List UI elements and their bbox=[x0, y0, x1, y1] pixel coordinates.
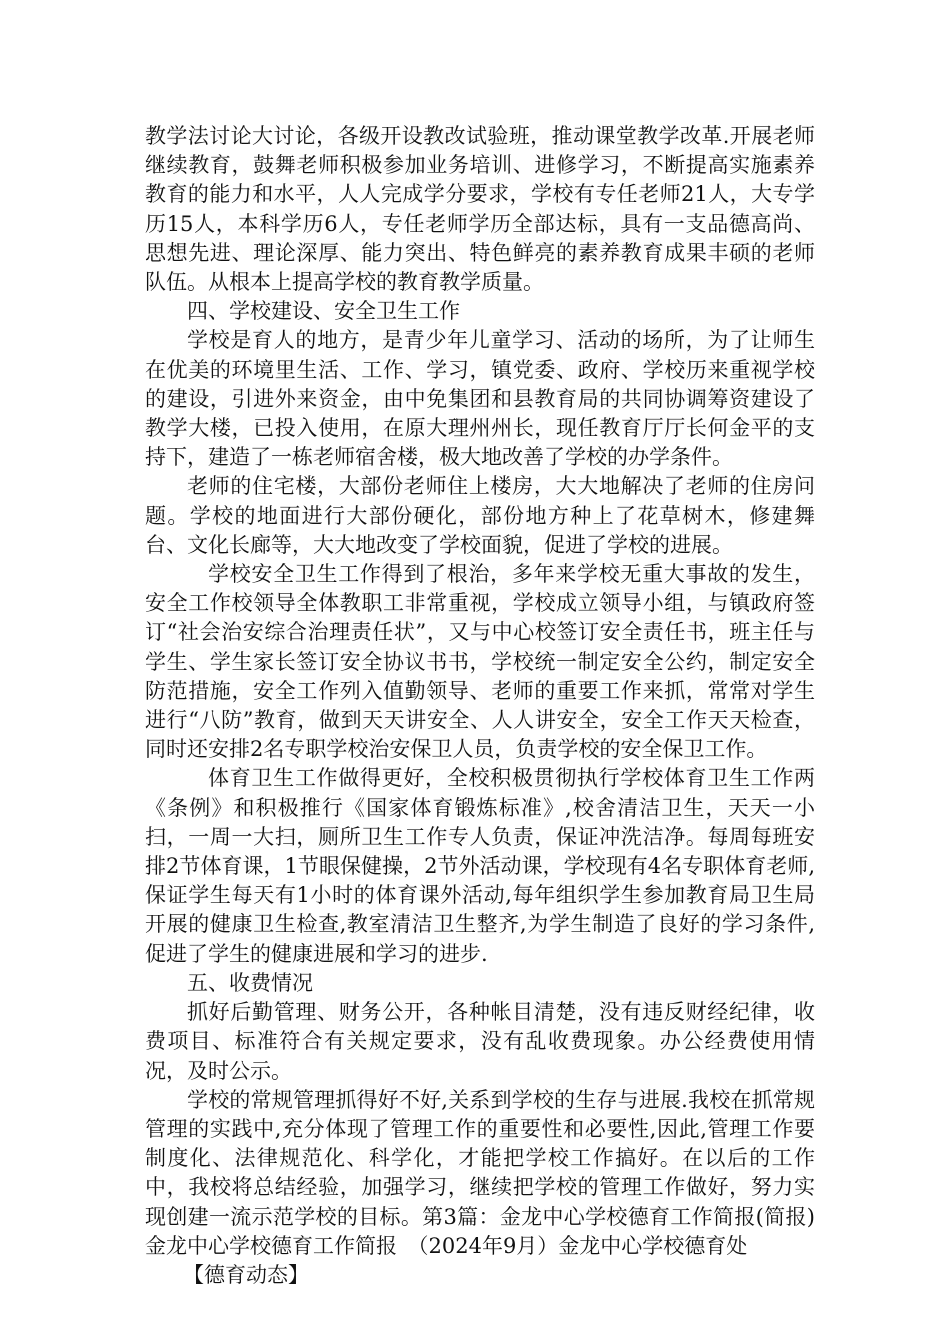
paragraph-routine-management: 学校的常规管理抓得好不好,关系到学校的生存与进展.我校在抓常规管理的实践中,充分体现了管理工作的重要性和必要性,因此,管理工作要制度化、法律规范化、科学化，才能把学校工作搞好。在以后的工作中，我校将总结经验，加强学习，继续把学校的管理工作做好，努力实现创建一流示范学校的目标。第3篇：金龙中心学校德育工作简报(简报)金龙中心学校德育工作简报 （2024年9月）金龙中心学校德育处 bbox=[145, 1087, 815, 1258]
paragraph-teacher-education: 教学法讨论大讨论，各级开设教改试验班，推动课堂教学改革.开展老师继续教育，鼓舞老师积极参加业务培训、进修学习，不断提高实施素养教育的能力和水平，人人完成学分要求，学校有专任老师21人，大专学历15人，本科学历6人，专任老师学历全部达标，具有一支品德高尚、思想先进、理论深厚、能力突出、特色鲜亮的素养教育成果丰硕的老师队伍。从根本上提高学校的教育教学质量。 bbox=[145, 124, 815, 295]
paragraph-teacher-housing: 老师的住宅楼，大部份老师住上楼房，大大地解决了老师的住房问题。学校的地面进行大部份硬化，部份地方种上了花草树木，修建舞台、文化长廊等，大大地改变了学校面貌，促进了学校的进展。 bbox=[145, 474, 815, 557]
section-heading-fees: 五、收费情况 bbox=[187, 970, 313, 995]
section-heading-construction-safety: 四、学校建设、安全卫生工作 bbox=[187, 299, 460, 324]
paragraph-logistics-finance: 抓好后勤管理、财务公开，各种帐目清楚，没有违反财经纪律，收费项目、标准符合有关规定要求，没有乱收费现象。办公经费使用情况，及时公示。 bbox=[145, 1000, 815, 1083]
section-tag-moral-education-news: 【德育动态】 bbox=[183, 1262, 309, 1287]
paragraph-sports-hygiene: 体育卫生工作做得更好，全校积极贯彻执行学校体育卫生工作两《条例》和积极推行《国家体育锻炼标准》,校舍清洁卫生，天天一小扫，一周一大扫，厕所卫生工作专人负责，保证冲洗洁净。每周每班安排2节体育课，1节眼保健操，2节外活动课，学校现有4名专职体育老师,保证学生每天有1小时的体育课外活动,每年组织学生参加教育局卫生局开展的健康卫生检查,教室清洁卫生整齐,为学生制造了良好的学习条件,促进了学生的健康进展和学习的进步. bbox=[145, 766, 815, 966]
paragraph-school-construction: 学校是育人的地方，是青少年儿童学习、活动的场所，为了让师生在优美的环境里生活、工作、学习，镇党委、政府、学校历来重视学校的建设，引进外来资金，由中免集团和县教育局的共同协调筹资建设了教学大楼，已投入使用，在原大理州州长，现任教育厅厅长何金平的支持下，建造了一栋老师宿舍楼，极大地改善了学校的办学条件。 bbox=[145, 328, 815, 470]
document-page bbox=[145, 122, 815, 1290]
paragraph-safety-work: 学校安全卫生工作得到了根治，多年来学校无重大事故的发生，安全工作校领导全体教职工非常重视，学校成立领导小组，与镇政府签订“社会治安综合治理责任状”，又与中心校签订安全责任书，班主任与学生、学生家长签订安全协议书书，学校统一制定安全公约，制定安全防范措施，安全工作列入值勤领导、老师的重要工作来抓，常常对学生进行“八防”教育，做到天天讲安全、人人讲安全，安全工作天天检查，同时还安排2名专职学校治安保卫人员，负责学校的安全保卫工作。 bbox=[145, 562, 815, 762]
